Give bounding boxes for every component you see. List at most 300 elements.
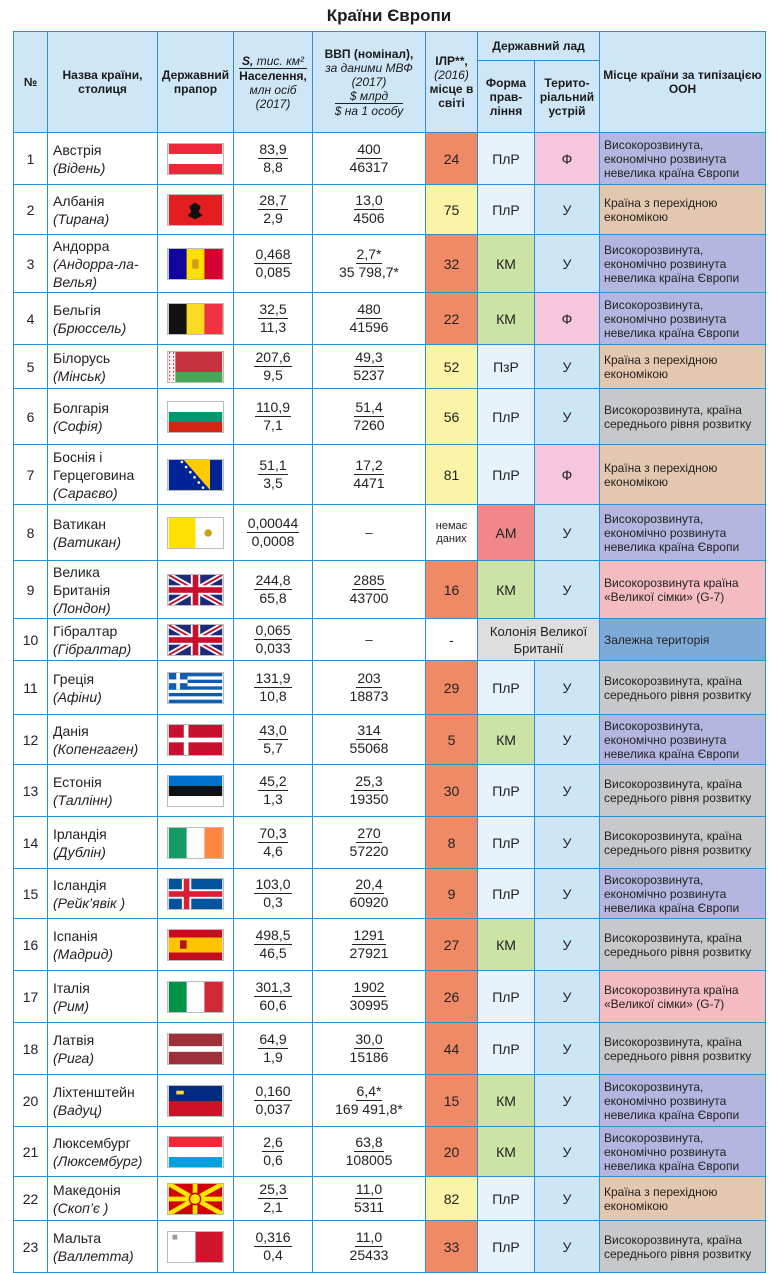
hdi-cell: 16 (426, 561, 478, 619)
row-number: 15 (14, 869, 48, 919)
country-name: Андорра (53, 237, 110, 254)
table-row (14, 235, 766, 293)
gdp-per-capita-value: 41596 (349, 319, 389, 335)
area-pop-cell (234, 389, 313, 445)
flag-cell (158, 1127, 234, 1177)
territorial-cell: У (535, 1177, 600, 1221)
country-name-cell (48, 1023, 158, 1075)
country-name: Македонія (53, 1181, 121, 1198)
gdp-value: 49,3 (355, 349, 383, 365)
gdp-cell (313, 1023, 426, 1075)
area-pop-cell (234, 715, 313, 765)
country-name-cell (48, 765, 158, 817)
territorial-cell: У (535, 1023, 600, 1075)
area-pop-cell (234, 445, 313, 505)
col-area (234, 32, 313, 133)
col-name: Назва країни, столиця (48, 32, 158, 133)
flag-uk-icon (167, 574, 224, 606)
flag-liechtenstein-icon (167, 1085, 224, 1117)
row-number: 23 (14, 1221, 48, 1273)
population-value: 0,4 (263, 1247, 283, 1263)
un-type-cell: Високорозвинута, економічно розвинута невелика країна Європи (600, 869, 766, 919)
gdp-value: 6,4* (356, 1083, 382, 1099)
gdp-cell (313, 661, 426, 715)
gdp-label: ВВП (номінал), (324, 46, 414, 61)
table-row (14, 619, 766, 661)
country-name: Мальта (53, 1229, 102, 1246)
area-pop-cell (234, 1177, 313, 1221)
gdp-per-capita-value: 57220 (349, 843, 389, 859)
un-type-cell: Країна з перехідною економікою (600, 345, 766, 389)
row-number: 8 (14, 505, 48, 561)
gdp-value: 2885 (353, 572, 385, 588)
gdp-cell (313, 235, 426, 293)
area-value: 207,6 (255, 349, 291, 365)
flag-estonia-icon (167, 775, 224, 807)
table-row (14, 1075, 766, 1127)
gov-form-cell: АМ (478, 505, 535, 561)
hdi-place: місце в світі (429, 82, 474, 110)
gov-form-cell: КМ (478, 715, 535, 765)
area-value: 43,0 (259, 722, 287, 738)
population-value: 4,6 (263, 843, 283, 859)
country-name: Ватикан (53, 515, 106, 532)
country-name-cell (48, 1221, 158, 1273)
un-type-cell: Високорозвинута, економічно розвинута невелика країна Європи (600, 505, 766, 561)
un-type-cell: Високорозвинута, країна середнього рівня розвитку (600, 765, 766, 817)
country-name-cell (48, 971, 158, 1023)
gov-form-cell: КМ (478, 235, 535, 293)
gdp-value: 30,0 (355, 1031, 383, 1047)
un-type-cell: Країна з перехідною економікою (600, 445, 766, 505)
area-value: 25,3 (259, 1181, 287, 1197)
flag-cell (158, 765, 234, 817)
flag-greece-icon (167, 672, 224, 704)
gdp-per-capita-value: 15186 (349, 1049, 389, 1065)
country-name: Велика Британія (53, 563, 111, 598)
hdi-cell: 82 (426, 1177, 478, 1221)
table-row (14, 389, 766, 445)
population-value: 2,1 (263, 1199, 283, 1215)
hdi-cell: - (426, 619, 478, 661)
table-row (14, 293, 766, 345)
country-name-cell (48, 133, 158, 185)
table-row (14, 1221, 766, 1273)
un-type-cell: Високорозвинута, економічно розвинута невелика країна Європи (600, 1075, 766, 1127)
capital-name: (Афіни) (53, 688, 102, 705)
hdi-cell: 75 (426, 185, 478, 235)
col-un: Місце країни за типізацією ООН (600, 32, 766, 133)
gdp-value: 480 (357, 301, 381, 317)
gdp-per-capita-value: 46317 (349, 159, 389, 175)
gdp-value: 63,8 (355, 1134, 383, 1150)
gov-form-cell: ПлР (478, 445, 535, 505)
hdi-cell: 52 (426, 345, 478, 389)
population-value: 65,8 (259, 590, 287, 606)
territorial-cell: У (535, 235, 600, 293)
area-value: 70,3 (259, 825, 287, 841)
pop-unit: млн осіб (2017) (249, 82, 297, 111)
gov-form-cell: ПлР (478, 817, 535, 869)
flag-cell (158, 661, 234, 715)
territorial-cell: У (535, 561, 600, 619)
gdp-per-capita-value: 5311 (353, 1199, 385, 1215)
gov-form-cell: ПлР (478, 1023, 535, 1075)
gov-form-cell: ПзР (478, 345, 535, 389)
table-row (14, 715, 766, 765)
un-type-cell: Країна з перехідною економікою (600, 185, 766, 235)
area-pop-cell (234, 869, 313, 919)
row-number: 4 (14, 293, 48, 345)
hdi-cell: 9 (426, 869, 478, 919)
flag-iceland-icon (167, 878, 224, 910)
territorial-cell: У (535, 185, 600, 235)
gdp-per-capita-value: 4471 (353, 475, 385, 491)
un-type-cell: Високорозвинута, країна середнього рівня розвитку (600, 817, 766, 869)
capital-name: (Рига) (53, 1049, 94, 1066)
gdp-cell (313, 919, 426, 971)
population-value: 1,9 (263, 1049, 283, 1065)
area-value: 0,065 (255, 622, 291, 638)
flag-belgium-icon (167, 303, 224, 335)
flag-cell (158, 293, 234, 345)
hdi-cell: 44 (426, 1023, 478, 1075)
row-number: 13 (14, 765, 48, 817)
gdp-per-capita-value: 55068 (349, 740, 389, 756)
hdi-cell: 15 (426, 1075, 478, 1127)
area-pop-cell (234, 235, 313, 293)
country-name: Греція (53, 670, 95, 687)
row-number: 18 (14, 1023, 48, 1075)
row-number: 9 (14, 561, 48, 619)
table-row (14, 1177, 766, 1221)
area-pop-cell (234, 1127, 313, 1177)
gdp-cell (313, 445, 426, 505)
area-pop-cell (234, 619, 313, 661)
area-value: 28,7 (259, 192, 287, 208)
row-number: 14 (14, 817, 48, 869)
capital-name: (Скоп’є ) (53, 1199, 109, 1216)
table-row (14, 133, 766, 185)
gdp-per-capita-value: 5237 (353, 367, 385, 383)
area-pop-cell (234, 765, 313, 817)
territorial-cell: У (535, 1127, 600, 1177)
capital-name: (Копенгаген) (53, 740, 139, 757)
gov-form-cell: КМ (478, 561, 535, 619)
area-value: 45,2 (259, 773, 287, 789)
flag-bosnia-icon (167, 459, 224, 491)
un-type-cell: Високорозвинута, країна середнього рівня розвитку (600, 389, 766, 445)
gov-form-cell: ПлР (478, 869, 535, 919)
country-name-cell (48, 661, 158, 715)
flag-cell (158, 445, 234, 505)
gov-form-cell: ПлР (478, 971, 535, 1023)
gdp-cell (313, 1075, 426, 1127)
gdp-value: 51,4 (355, 399, 383, 415)
un-type-cell: Високорозвинута, економічно розвинута невелика країна Європи (600, 235, 766, 293)
hdi-cell: 8 (426, 817, 478, 869)
un-type-cell: Високорозвинута, економічно розвинута невелика країна Європи (600, 715, 766, 765)
gov-form-cell: КМ (478, 1075, 535, 1127)
area-pop-cell (234, 1023, 313, 1075)
gdp-value: 20,4 (355, 876, 383, 892)
area-value: 0,468 (255, 246, 291, 262)
country-name: Данія (53, 722, 89, 739)
un-type-cell: Високорозвинута, економічно розвинута невелика країна Європи (600, 133, 766, 185)
gdp-value: 11,0 (355, 1181, 383, 1197)
gdp-per-capita-value: 19350 (349, 791, 389, 807)
territorial-cell: У (535, 869, 600, 919)
country-name-cell (48, 561, 158, 619)
flag-bulgaria-icon (167, 401, 224, 433)
gov-form-cell: ПлР (478, 1177, 535, 1221)
table-row (14, 971, 766, 1023)
country-name: Білорусь (53, 349, 111, 366)
row-number: 22 (14, 1177, 48, 1221)
capital-name: (Люксембург) (53, 1152, 143, 1169)
flag-cell (158, 919, 234, 971)
capital-name: (Ватикан) (53, 533, 121, 550)
capital-name: (Брюссель) (53, 319, 127, 336)
gdp-cell (313, 389, 426, 445)
capital-name: (Валлетта) (53, 1247, 134, 1264)
territorial-cell: У (535, 389, 600, 445)
area-value: 103,0 (255, 876, 291, 892)
gdp-cell (313, 817, 426, 869)
hdi-cell: 24 (426, 133, 478, 185)
flag-uk-icon (167, 624, 224, 656)
area-pop-cell (234, 505, 313, 561)
flag-malta-icon (167, 1231, 224, 1263)
flag-cell (158, 1221, 234, 1273)
gdp-value: 400 (357, 141, 381, 157)
country-name-cell (48, 919, 158, 971)
gdp-per-capita-value: 169 491,8* (335, 1101, 403, 1117)
hdi-cell: 5 (426, 715, 478, 765)
flag-denmark-icon (167, 724, 224, 756)
un-type-cell: Високорозвинута країна «Великої сімки» (G-7) (600, 561, 766, 619)
flag-cell (158, 1023, 234, 1075)
area-value: 32,5 (259, 301, 287, 317)
row-number: 5 (14, 345, 48, 389)
col-no: № (14, 32, 48, 133)
gdp-value: 11,0 (355, 1229, 383, 1245)
gdp-per-capita: $ на 1 особу (334, 103, 404, 118)
gov-form-cell: КМ (478, 293, 535, 345)
un-type-cell: Залежна територія (600, 619, 766, 661)
un-type-cell: Високорозвинута, економічно розвинута невелика країна Європи (600, 1127, 766, 1177)
row-number: 20 (14, 1075, 48, 1127)
gov-form-cell: ПлР (478, 661, 535, 715)
gdp-unit: $ млрд (349, 88, 389, 103)
gdp-value: 13,0 (355, 192, 383, 208)
hdi-cell: немає даних (426, 505, 478, 561)
flag-andorra-icon (167, 248, 224, 280)
hdi-cell: 56 (426, 389, 478, 445)
country-name-cell (48, 817, 158, 869)
population-value: 0,033 (255, 640, 291, 656)
row-number: 16 (14, 919, 48, 971)
gdp-cell (313, 1221, 426, 1273)
population-value: 3,5 (263, 475, 283, 491)
un-type-cell: Країна з перехідною економікою (600, 1177, 766, 1221)
area-value: 0,316 (255, 1229, 291, 1245)
capital-name: (Рейк’явік ) (53, 894, 126, 911)
flag-spain-icon (167, 929, 224, 961)
country-name-cell (48, 445, 158, 505)
country-name-cell (48, 715, 158, 765)
country-name: Болгарія (53, 399, 109, 416)
area-pop-cell (234, 293, 313, 345)
gdp-cell (313, 345, 426, 389)
flag-austria-icon (167, 143, 224, 175)
country-name: Австрія (53, 141, 102, 158)
flag-cell (158, 185, 234, 235)
population-value: 0,037 (255, 1101, 291, 1117)
gdp-per-capita-value: 18873 (349, 688, 389, 704)
gdp-per-capita-value: 35 798,7* (339, 264, 399, 280)
table-row (14, 817, 766, 869)
hdi-year: (2016) (434, 68, 469, 82)
flag-cell (158, 561, 234, 619)
gdp-source: за даними МВФ (2017) (325, 60, 413, 89)
capital-name: (Мінськ) (53, 367, 106, 384)
area-value: 0,160 (255, 1083, 291, 1099)
area-value: 301,3 (255, 979, 291, 995)
capital-name: (Дублін) (53, 843, 106, 860)
gdp-per-capita-value: 27921 (349, 945, 389, 961)
gdp-na: – (365, 525, 373, 540)
territorial-cell: Ф (535, 293, 600, 345)
gdp-cell (313, 619, 426, 661)
area-pop-cell (234, 1075, 313, 1127)
flag-cell (158, 235, 234, 293)
gov-form-cell: КМ (478, 1127, 535, 1177)
gdp-per-capita-value: 43700 (349, 590, 389, 606)
area-pop-cell (234, 919, 313, 971)
gdp-cell (313, 185, 426, 235)
population-value: 1,3 (263, 791, 283, 807)
population-value: 8,8 (263, 159, 283, 175)
un-type-cell: Високорозвинута країна «Великої сімки» (G-7) (600, 971, 766, 1023)
colony-cell: Колонія Великої Британії (478, 619, 600, 661)
flag-latvia-icon (167, 1033, 224, 1065)
gdp-cell (313, 1177, 426, 1221)
table-row (14, 765, 766, 817)
row-number: 17 (14, 971, 48, 1023)
country-name: Латвія (53, 1031, 95, 1048)
population-value: 0,6 (263, 1152, 283, 1168)
population-value: 0,0008 (251, 533, 295, 549)
table-row (14, 919, 766, 971)
area-pop-cell (234, 1221, 313, 1273)
country-name-cell (48, 1127, 158, 1177)
population-value: 60,6 (259, 997, 287, 1013)
population-value: 0,085 (255, 264, 291, 280)
capital-name: (Андорра-ла-Велья) (53, 255, 139, 290)
gdp-value: 2,7* (356, 246, 382, 262)
capital-name: (Лондон) (53, 599, 111, 616)
area-pop-cell (234, 185, 313, 235)
territorial-cell: У (535, 715, 600, 765)
flag-cell (158, 817, 234, 869)
gov-form-cell: ПлР (478, 133, 535, 185)
un-type-cell: Високорозвинута, країна середнього рівня розвитку (600, 1221, 766, 1273)
gdp-cell (313, 765, 426, 817)
territorial-cell: Ф (535, 133, 600, 185)
country-name: Боснія і Герцеговина (53, 448, 135, 483)
gov-form-cell: ПлР (478, 1221, 535, 1273)
flag-italy-icon (167, 981, 224, 1013)
un-type-cell: Високорозвинута, країна середнього рівня розвитку (600, 1023, 766, 1075)
flag-belarus-icon (167, 351, 224, 383)
territorial-cell: У (535, 765, 600, 817)
hdi-cell: 30 (426, 765, 478, 817)
capital-name: (Сараєво) (53, 484, 118, 501)
row-number: 1 (14, 133, 48, 185)
flag-cell (158, 505, 234, 561)
area-value: 110,9 (256, 399, 290, 415)
territorial-cell: У (535, 345, 600, 389)
flag-cell (158, 1177, 234, 1221)
area-value: 2,6 (263, 1134, 283, 1150)
gdp-cell (313, 293, 426, 345)
country-name: Албанія (53, 192, 105, 209)
col-gov: Державний лад (478, 32, 600, 61)
row-number: 11 (14, 661, 48, 715)
capital-name: (Відень) (53, 159, 106, 176)
territorial-cell: У (535, 1075, 600, 1127)
gdp-cell (313, 971, 426, 1023)
un-type-cell: Високорозвинута, країна середнього рівня розвитку (600, 919, 766, 971)
area-value: 83,9 (259, 141, 287, 157)
gdp-cell (313, 869, 426, 919)
col-gov-form: Форма правління (478, 61, 535, 133)
country-name-cell (48, 619, 158, 661)
gdp-value: 17,2 (355, 457, 383, 473)
gov-form-cell: ПлР (478, 389, 535, 445)
gdp-per-capita-value: 25433 (349, 1247, 389, 1263)
gdp-value: 1291 (353, 927, 385, 943)
population-value: 0,3 (263, 894, 283, 910)
hdi-cell: 22 (426, 293, 478, 345)
country-name-cell (48, 505, 158, 561)
country-name-cell (48, 185, 158, 235)
population-value: 11,3 (259, 319, 287, 335)
territorial-cell: У (535, 971, 600, 1023)
gdp-cell (313, 133, 426, 185)
country-name-cell (48, 389, 158, 445)
gdp-per-capita-value: 60920 (349, 894, 389, 910)
capital-name: (Таллінн) (53, 791, 113, 808)
gdp-cell (313, 505, 426, 561)
hdi-cell: 20 (426, 1127, 478, 1177)
hdi-cell: 29 (426, 661, 478, 715)
country-name-cell (48, 293, 158, 345)
hdi-cell: 26 (426, 971, 478, 1023)
row-number: 3 (14, 235, 48, 293)
flag-cell (158, 133, 234, 185)
territorial-cell: У (535, 919, 600, 971)
country-name: Бельгія (53, 301, 101, 318)
col-gov-terr: Територіальний устрій (535, 61, 600, 133)
country-name: Люксембург (53, 1134, 131, 1151)
capital-name: (Рим) (53, 997, 90, 1014)
country-name: Естонія (53, 773, 102, 790)
country-name: Ліхтенштейн (53, 1083, 135, 1100)
country-name: Гібралтар (53, 622, 118, 639)
area-value: 244,8 (255, 572, 291, 588)
